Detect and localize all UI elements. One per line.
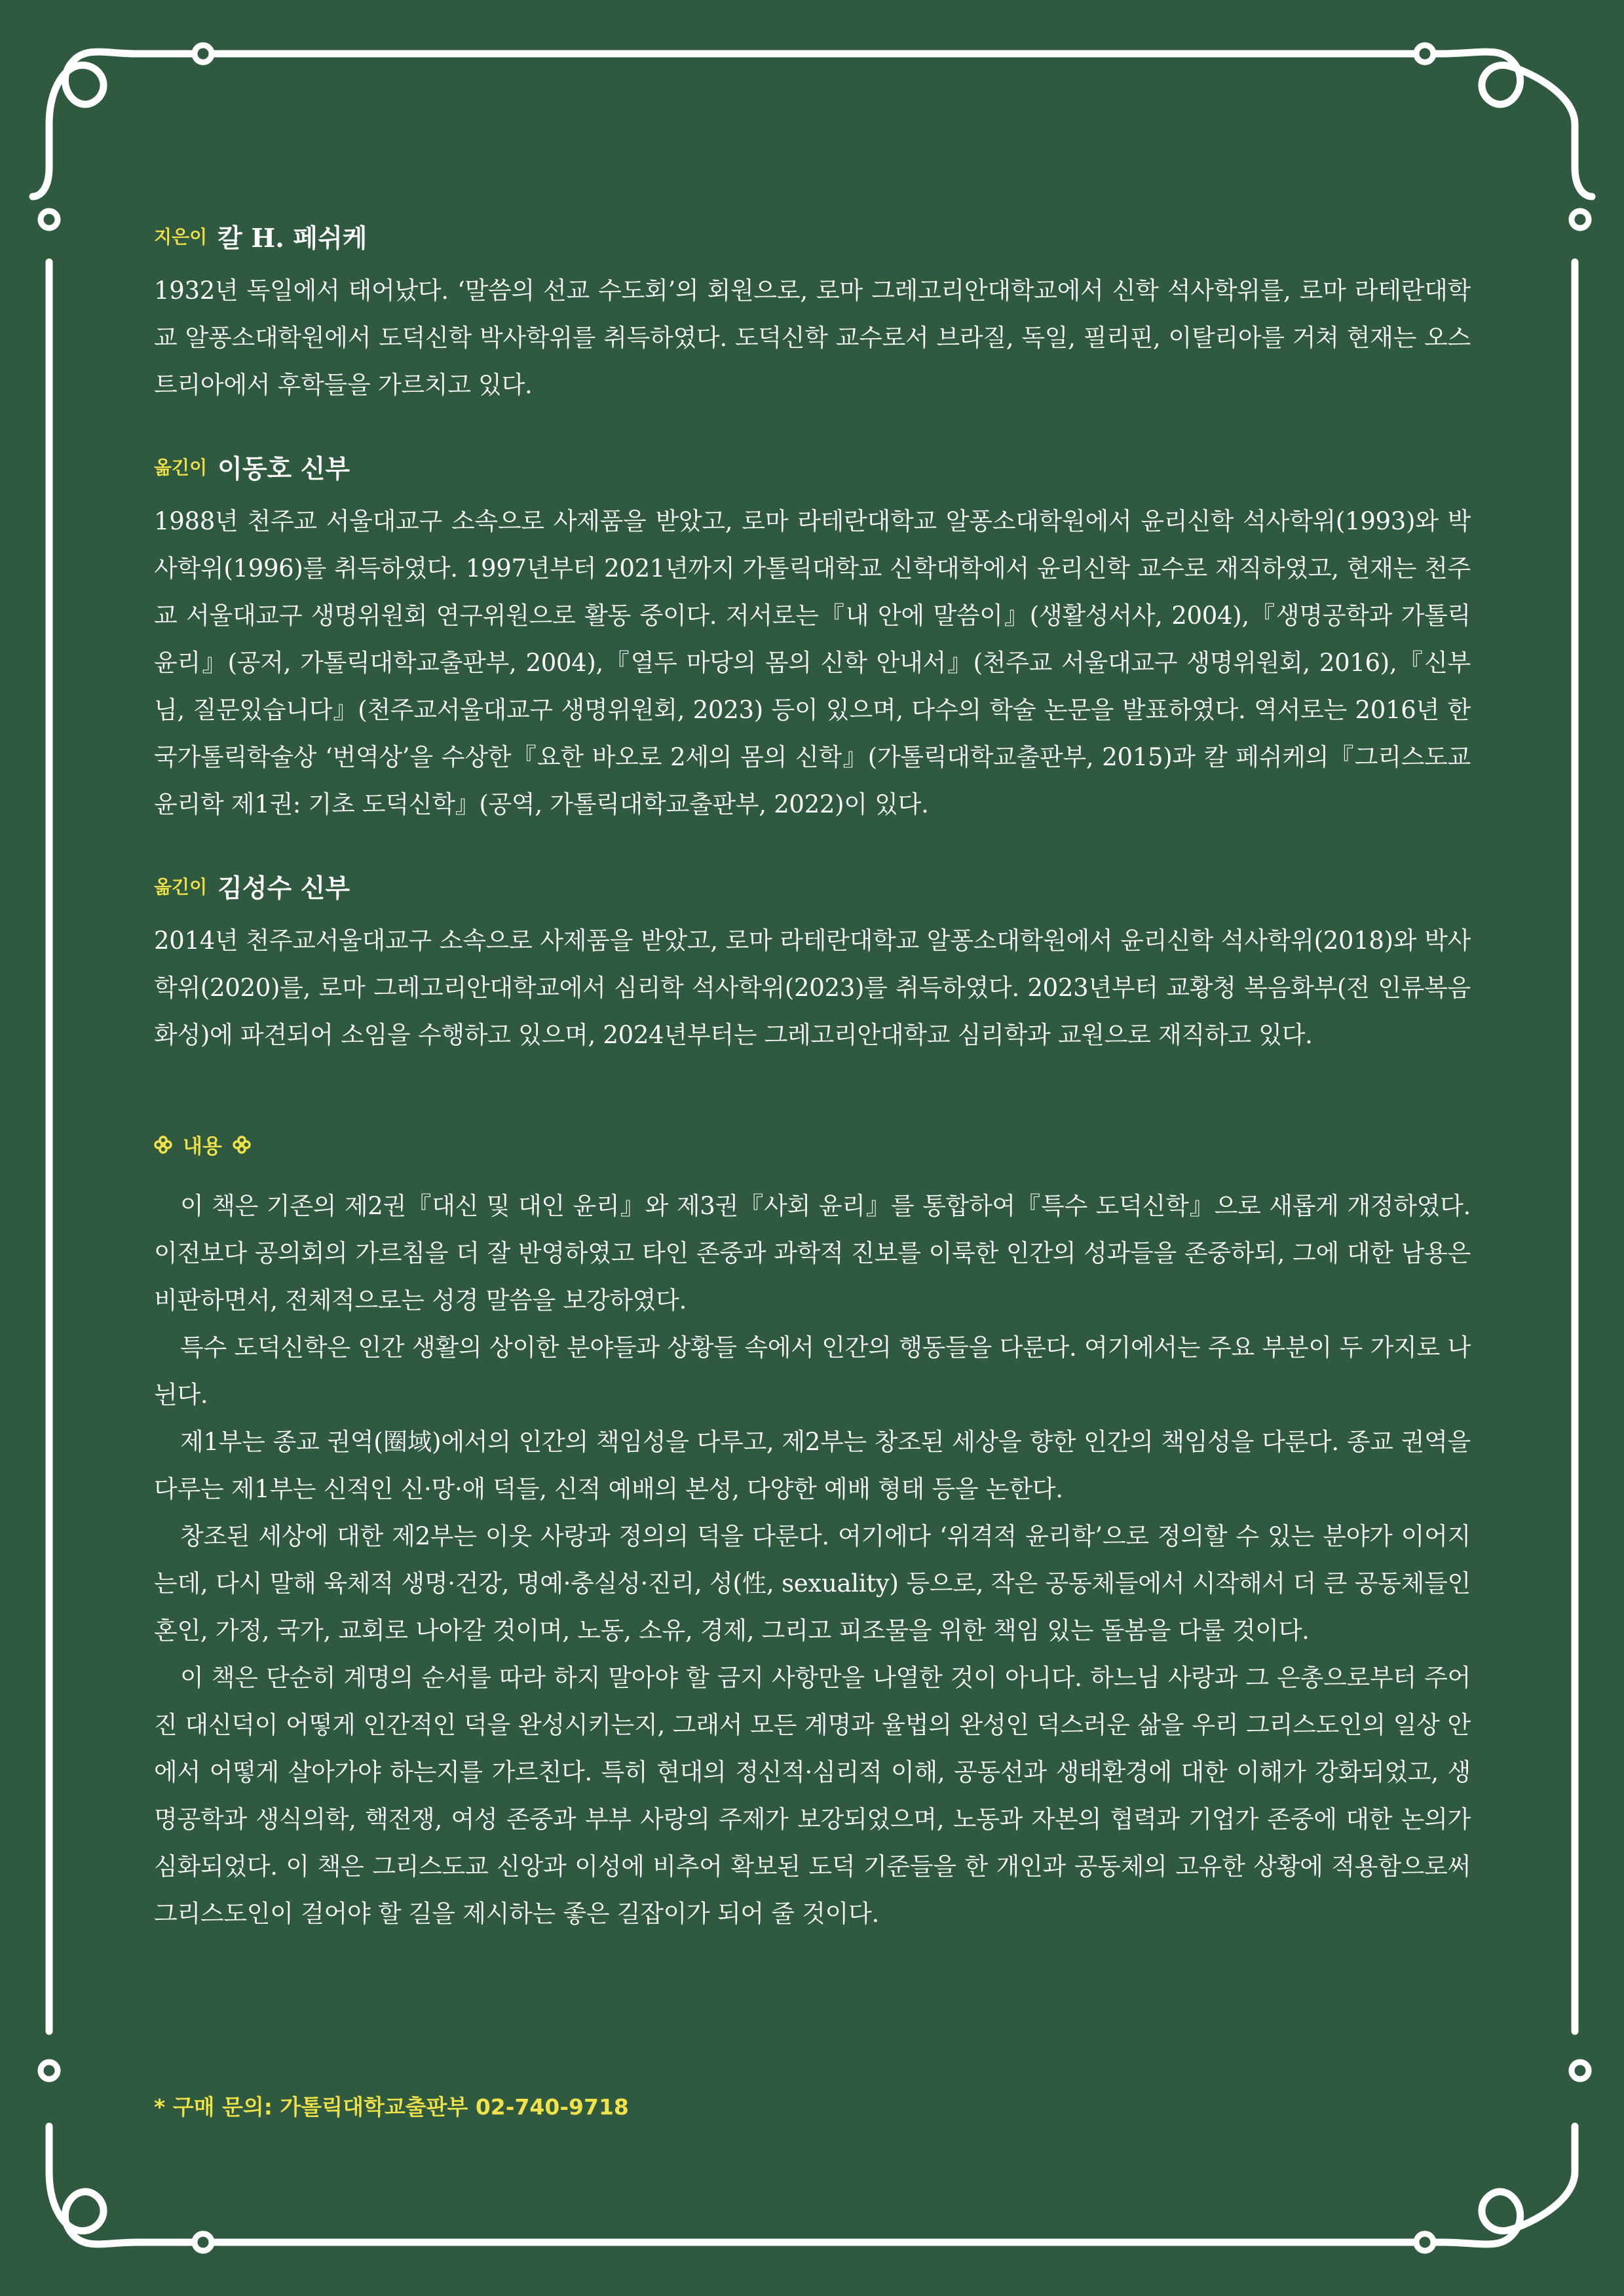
contents-heading: [154, 1130, 1471, 1159]
translator1-role-label: 옮긴이: [154, 457, 208, 478]
translator1-bio: 1988년 천주교 서울대교구 소속으로 사제품을 받았고, 로마 라테란대학교 알퐁소대학원에서 윤리신학 석사학위(1993)와 박사학위(1996)를 취득하였다. 1997년부터 2021년까지 가톨릭대학교 신학대학에서 윤리신학 교수로 재직하였고, 현재는 천주교 서울대교구 생명위원회 연구위원으로 활동 중이다. 저서로는『내 안에 말씀이』(생활성서사, 2004),『생명공학과 가톨릭 윤리』(공저, 가톨릭대학교출판부, 2004),『열두 마당의 몸의 신학 안내서』(천주교 서울대교구 생명위원회, 2016),『신부님, 질문있습니다』(천주교서울대교구 생명위원회, 2023) 등이 있으며, 다수의 학술 논문을 발표하였다. 역서로는 2016년 한국가톨릭학술상 ‘번역상’을 수상한『요한 바오로 2세의 몸의 신학』(가톨릭대학교출판부, 2015)과 칼 페쉬케의『그리스도교 윤리학 제1권: 기초 도덕신학』(공역, 가톨릭대학교출판부, 2022)이 있다.: [154, 507, 1471, 818]
contents-paragraph: 이 책은 기존의 제2권『대신 및 대인 윤리』와 제3권『사회 윤리』를 통합하여『특수 도덕신학』으로 새롭게 개정하였다. 이전보다 공의회의 가르침을 더 잘 반영하였고 타인 존중과 과학적 진보를 이룩한 인간의 성과들을 존중하되, 그에 대한 남용은 비판하면서, 전체적으로는 성경 말씀을 보강하였다.: [154, 1192, 1471, 1314]
translator2-role-label: 옮긴이: [154, 876, 208, 898]
contents-paragraph: 제1부는 종교 권역(圈域)에서의 인간의 책임성을 다루고, 제2부는 창조된 세상을 향한 인간의 책임성을 다룬다. 종교 권역을 다루는 제1부는 신적인 신·망·애 덕들, 신적 예배의 본성, 다양한 예배 형태 등을 논한다.: [154, 1428, 1471, 1503]
translator1-section: [154, 447, 1471, 828]
contents-paragraph: 창조된 세상에 대한 제2부는 이웃 사랑과 정의의 덕을 다룬다. 여기에다 ‘위격적 윤리학’으로 정의할 수 있는 분야가 이어지는데, 다시 말해 육체적 생명·건강, 명예·충실성·진리, 성(性, sexuality) 등으로, 작은 공동체들에서 시작해서 더 큰 공동체들인 혼인, 가정, 국가, 교회로 나아갈 것이며, 노동, 소유, 경제, 그리고 피조물을 위한 책임 있는 돌봄을 다룰 것이다.: [154, 1522, 1471, 1645]
contents-body: [154, 1183, 1471, 1938]
author-bio: 1932년 독일에서 태어났다. ‘말씀의 선교 수도회’의 회원으로, 로마 그레고리안대학교에서 신학 석사학위를, 로마 라테란대학교 알퐁소대학원에서 도덕신학 박사학위를 취득하였다. 도덕신학 교수로서 브라질, 독일, 필리핀, 이탈리아를 거쳐 현재는 오스트리아에서 후학들을 가르치고 있다.: [154, 277, 1471, 399]
contents-paragraph: 특수 도덕신학은 인간 생활의 상이한 분야들과 상황들 속에서 인간의 행동들을 다룬다. 여기에서는 주요 부분이 두 가지로 나뉜다.: [154, 1333, 1471, 1409]
translator2-section: [154, 866, 1471, 1059]
contents-paragraph: 이 책은 단순히 계명의 순서를 따라 하지 말아야 할 금지 사항만을 나열한 것이 아니다. 하느님 사랑과 그 은총으로부터 주어진 대신덕이 어떻게 인간적인 덕을 완성시키는지, 그래서 모든 계명과 율법의 완성인 덕스러운 삶을 우리 그리스도인의 일상 안에서 어떻게 살아가야 하는지를 가르친다. 특히 현대의 정신적·심리적 이해, 공동선과 생태환경에 대한 이해가 강화되었고, 생명공학과 생식의학, 핵전쟁, 여성 존중과 부부 사랑의 주제가 보강되었으며, 노동과 자본의 협력과 기업가 존중에 대한 논의가 심화되었다. 이 책은 그리스도교 신앙과 이성에 비추어 확보된 도덕 기준들을 한 개인과 공동체의 고유한 상황에 적용함으로써 그리스도인이 걸어야 할 길을 제시하는 좋은 길잡이가 되어 줄 것이다.: [154, 1664, 1471, 1928]
translator1-heading: [154, 447, 1471, 495]
clover-icon: [233, 1136, 251, 1154]
translator2-bio: 2014년 천주교서울대교구 소속으로 사제품을 받았고, 로마 라테란대학교 알퐁소대학원에서 윤리신학 석사학위(2018)와 박사학위(2020)를, 로마 그레고리안대학교에서 심리학 석사학위(2023)를 취득하였다. 2023년부터 교황청 복음화부(전 인류복음화성)에 파견되어 소임을 수행하고 있으며, 2024년부터는 그레고리안대학교 심리학과 교원으로 재직하고 있다.: [154, 927, 1471, 1049]
author-name: 칼 H. 페쉬케: [217, 223, 368, 254]
author-role-label: 지은이: [154, 226, 208, 248]
translator1-name: 이동호 신부: [217, 454, 350, 484]
author-heading: [154, 216, 1471, 265]
purchase-inquiry: * 구매 문의: 가톨릭대학교출판부 02-740-9718: [154, 2094, 629, 2120]
main-content: [154, 216, 1471, 1938]
clover-icon: [154, 1136, 172, 1154]
translator2-name: 김성수 신부: [217, 873, 350, 904]
contents-heading-label: 내용: [183, 1135, 222, 1158]
author-section: [154, 216, 1471, 409]
translator2-heading: [154, 866, 1471, 915]
